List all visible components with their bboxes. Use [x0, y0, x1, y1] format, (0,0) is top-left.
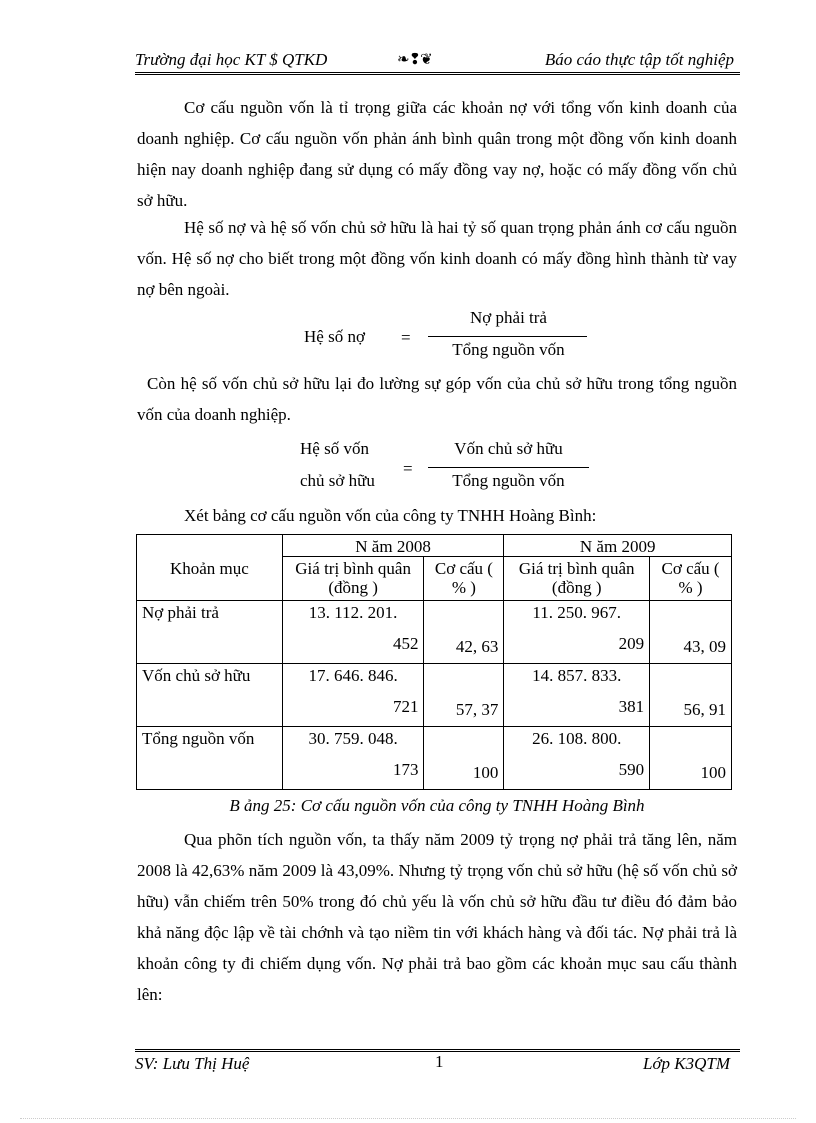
formula1-lhs: Hệ số nợ — [304, 327, 365, 346]
formula1-denominator: Tổng nguồn vốn — [452, 340, 565, 359]
formula1-equals: = — [401, 328, 411, 347]
table-row — [137, 727, 732, 790]
subheader-ratio-2008: Cơ cấu ( % ) — [424, 557, 504, 601]
table-header-row — [137, 535, 732, 557]
row-ratio-2008: 57, 37 — [424, 664, 504, 727]
formula2-equals: = — [403, 459, 413, 478]
row-ratio-2009: 56, 91 — [650, 664, 732, 727]
paragraph-table-intro: Xét bảng cơ cấu nguồn vốn của công ty TNHH Hoàng Bình: — [184, 506, 597, 525]
row-item: Nợ phải trả — [137, 601, 283, 664]
header-item: Khoản mục — [137, 535, 283, 601]
formula2-fraction-bar — [428, 467, 589, 468]
row-value-2008: 13. 112. 201. 452 — [282, 601, 424, 664]
table-row — [137, 601, 732, 664]
formula1-fraction-bar — [428, 336, 587, 337]
table-caption: B ảng 25: Cơ cấu nguồn vốn của công ty TNHH Hoàng Bình — [229, 796, 645, 815]
table-row — [137, 664, 732, 727]
paragraph-ratios: Hệ số nợ và hệ số vốn chủ sở hữu là hai tỷ số quan trọng phản ánh cơ cấu nguồn vốn. Hệ số nợ cho biết trong một đồng vốn kinh doanh có mấy đồng hình thành từ vay nợ bên ngoài. — [137, 218, 737, 299]
paragraph-capital-structure: Cơ cấu nguồn vốn là tỉ trọng giữa các khoản nợ với tổng vốn kinh doanh của doanh nghiệp. Cơ cấu nguồn vốn phản ánh bình quân trong một đồng vốn kinh doanh hiện nay doanh nghiệp đang sử dụng có mấy đồng vay nợ, hoặc có mấy đồng vốn chủ sở hữu. — [137, 98, 737, 210]
formula1-numerator: Nợ phải trả — [470, 308, 547, 327]
formula2-numerator: Vốn chủ sở hữu — [454, 439, 563, 458]
row-ratio-2008: 42, 63 — [424, 601, 504, 664]
row-value-2009: 14. 857. 833. 381 — [504, 664, 650, 727]
page-number: 1 — [435, 1052, 444, 1071]
formula2-lhs-line2: chủ sở hữu — [300, 471, 375, 490]
footer-class: Lớp K3QTM — [642, 1054, 730, 1073]
subheader-value-2009: Giá trị bình quân (đồng ) — [504, 557, 650, 601]
header-year-2009: N ăm 2009 — [504, 535, 732, 557]
header-divider — [135, 72, 740, 75]
row-ratio-2009: 43, 09 — [650, 601, 732, 664]
formula2-lhs-line1: Hệ số vốn — [300, 439, 369, 458]
row-value-2009: 26. 108. 800. 590 — [504, 727, 650, 790]
subheader-value-2008: Giá trị bình quân (đồng ) — [282, 557, 424, 601]
row-item: Vốn chủ sở hữu — [137, 664, 283, 727]
row-item: Tổng nguồn vốn — [137, 727, 283, 790]
header-ornament-icon: ❧❢❦ — [397, 52, 432, 68]
capital-structure-table — [136, 534, 732, 790]
header-report-title: Báo cáo thực tập tốt nghiệp — [544, 50, 734, 69]
header-school: Trường đại học KT $ QTKD — [135, 50, 328, 69]
row-value-2008: 17. 646. 846. 721 — [282, 664, 424, 727]
header-year-2008: N ăm 2008 — [282, 535, 504, 557]
row-ratio-2008: 100 — [424, 727, 504, 790]
subheader-ratio-2009: Cơ cấu ( % ) — [650, 557, 732, 601]
page-edge-dotted-line — [20, 1118, 796, 1119]
footer-student: SV: Lưu Thị Huệ — [135, 1054, 250, 1073]
row-value-2009: 11. 250. 967. 209 — [504, 601, 650, 664]
paragraph-analysis: Qua phõn tích nguồn vốn, ta thấy năm 2009 tỷ trọng nợ phải trả tăng lên, năm 2008 là 42,63% năm 2009 là 43,09%. Nhưng tỷ trọng vốn chủ sở hữu (hệ số vốn chủ sở hữu) vẫn chiếm trên 50% trong đó chủ yếu là vốn chủ sở hữu đầu tư điều đó đảm bảo khả năng độc lập về tài chớnh và tạo niềm tin với khách hàng và đối tác. Nợ phải trả là khoản công ty đi chiếm dụng vốn. Nợ phải trả bao gồm các khoản mục sau cấu thành lên: — [137, 830, 737, 1004]
row-value-2008: 30. 759. 048. 173 — [282, 727, 424, 790]
paragraph-equity-ratio: Còn hệ số vốn chủ sở hữu lại đo lường sự góp vốn của chủ sở hữu trong tổng nguồn vốn của doanh nghiệp. — [137, 374, 737, 424]
row-ratio-2009: 100 — [650, 727, 732, 790]
formula2-denominator: Tổng nguồn vốn — [452, 471, 565, 490]
